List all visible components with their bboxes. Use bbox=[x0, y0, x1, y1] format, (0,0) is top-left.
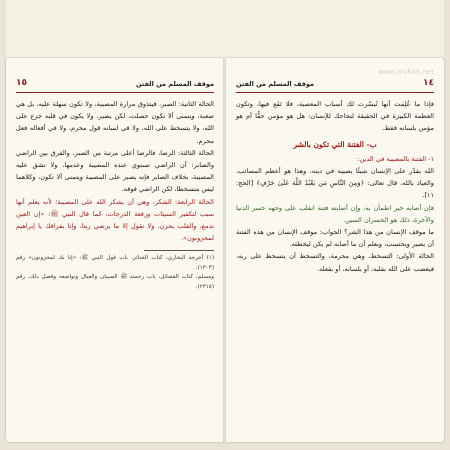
right-page-body bbox=[236, 98, 434, 275]
paragraph: الحالة الثانية: الصبر، فيتذوق مرارة المصيبة، ولا تكون سهلة عليه، بل هي صعبة، ويتمنى ألا تكون حصلت، لكن يصبر، ولا يكون في قلبه جزع على الله، ولا يتسخط على الله، ولا في لسانه قول محرم، ولا في أفعاله فعل محرم. bbox=[16, 100, 214, 145]
paragraph: الحالة الأولى: التسخط، وهي محرمة، والتسخط أن يتسخط على ربه، فيغضب على الله بقلبه، أو بلسانه، أو بفعله. bbox=[236, 252, 434, 273]
book-spread bbox=[6, 58, 444, 442]
footnote-divider bbox=[144, 250, 214, 251]
footnote: (١) أخرجه البخاري، كتاب الجنائز، باب قول النبي ﷺ: «إنا بك لمحزونون» رقم (١٣٠٣). bbox=[16, 255, 214, 271]
background-top bbox=[6, 0, 444, 58]
left-page bbox=[6, 58, 224, 442]
watermark: www.alukah.net bbox=[378, 68, 434, 76]
paragraph: فإن أصابه خير اطمأن به، وإن أصابته فتنة انقلب على وجهه خسر الدنيا والآخرة، ذلك هو الخسران المبين. bbox=[236, 203, 434, 224]
paragraph: الحالة الثالثة: الرضا، فالرضا أعلى مرتبة من الصبر، والفرق بين الراضي والصابر: أن الراضي تستوي عنده المصيبة وعدمها، ولا تشق عليه المصيبة، بخلاف الصابر فإنه يصبر على المصيبة ويتمنى ألا تكون، وكلاهما ليس متسخطا، لكن الراضي فوقه. bbox=[16, 148, 214, 194]
paragraph: ما موقف الإنسان من هذا الشر؟ الجواب: موقف الإنسان من هذه الفتنة أن يصبر ويحتسب، ويعلم أن ما أصابه لم يكن ليخطئه. bbox=[236, 228, 434, 249]
left-running-head: موقف المسلم من الفتن bbox=[136, 80, 214, 88]
intro-paragraph: فإذا ما عُلِمَت أنها تُيسّرت لك أسباب المعصية، فلا تَقَع فيها، وتكون العظمة الكبيرة في الحقيقة لنجاحك للإنسان: هل هو مؤمن حقًّا أم هو مؤمن بلسانه فقط. bbox=[236, 100, 434, 133]
paragraph: الحالة الرابعة: الشكر، وهي أن يشكر الله على المصيبة؛ لأنه يعلم أنها سبب لتكفير السيئات ورفعة الدرجات، كما قال النبي ﷺ: «إن العين تدمع، والقلب يحزن، ولا نقول إلا ما يرضي ربنا، وإنا بفراقك يا إبراهيم لمحزونون». bbox=[16, 197, 214, 243]
footnote: ومسلم، كتاب الفضائل، باب رحمته ﷺ الصبيان والعيال وتواضعه وفضل ذلك، رقم (٢٣١٥). bbox=[16, 274, 214, 290]
left-page-header bbox=[16, 80, 214, 93]
left-page-number: ١٥ bbox=[16, 78, 27, 88]
right-running-head: موقف المسلم من الفتن bbox=[236, 80, 314, 88]
paragraph: الله يقدّر على الإنسان شيئًا يصيبه في دينه، وهذا هو أعظم المصائب، والعياذ بالله، قال تعالى: ﴿وَمِنَ النَّاسِ مَن يَعْبُدُ اللَّهَ عَلَىٰ حَرْفٍ﴾ [الحج: ١١]. bbox=[236, 167, 434, 200]
right-page bbox=[226, 58, 444, 442]
left-page-body bbox=[16, 98, 214, 292]
right-page-header bbox=[236, 80, 434, 93]
right-page-number: ١٤ bbox=[423, 78, 434, 88]
section-heading: ب- الفتنة التي تكون بالشر bbox=[293, 139, 377, 149]
subheading: ١- الفتنة بالمصيبة في الدين: bbox=[357, 154, 434, 163]
